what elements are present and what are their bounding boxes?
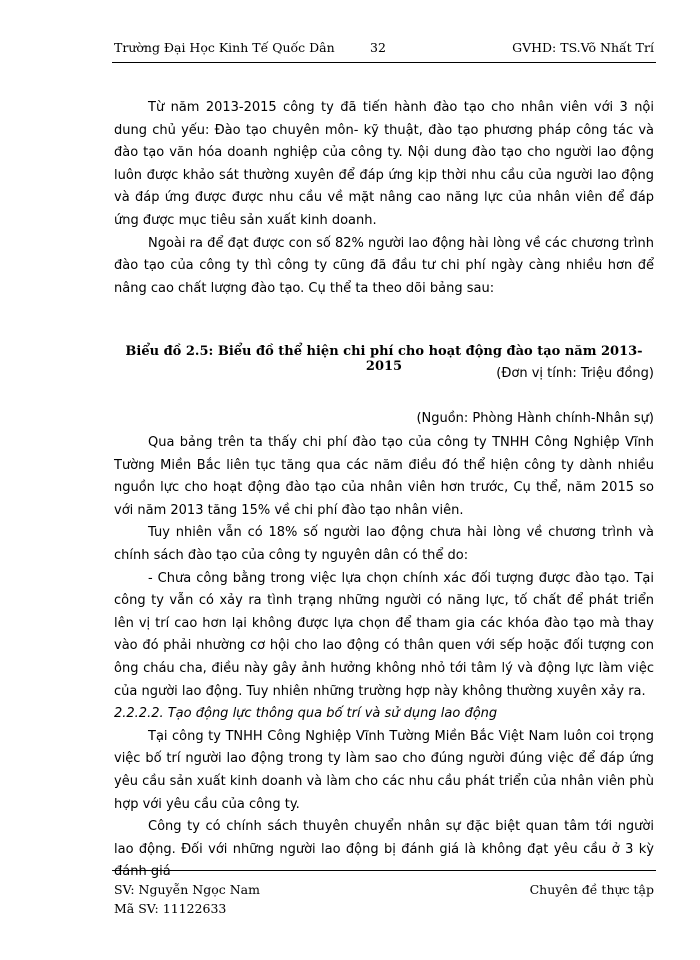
footer-doc-type: Chuyên đề thực tập (529, 882, 654, 897)
footer-student: SV: Nguyễn Ngọc Nam (114, 882, 260, 897)
footer-student-id: Mã SV: 11122633 (114, 901, 227, 916)
paragraph-2: Ngoài ra để đạt được con số 82% người lao động hài lòng về các chương trình đào tạo của công ty thì công ty cũng đã đầu tư chi phí ngày càng nhiều hơn để nâng cao chất lượng đào tạo. Cụ thể ta theo dõi bảng sau: (114, 235, 655, 296)
intro-block (114, 97, 654, 300)
header-supervisor: GVHD: TS.Võ Nhất Trí (512, 40, 654, 55)
paragraph-7: Công ty có chính sách thuyên chuyển nhân sự đặc biệt quan tâm tới người lao động. Đối với những người lao động bị đánh giá là không đạt yêu cầu ở 3 kỳ đánh giá (114, 819, 654, 880)
header-school: Trường Đại Học Kinh Tế Quốc Dân (114, 40, 335, 55)
header-divider (112, 62, 656, 63)
source-note: (Nguồn: Phòng Hành chính-Nhân sự) (416, 411, 654, 426)
paragraph-6: Tại công ty TNHH Công Nghiệp Vĩnh Tường Miền Bắc Việt Nam luôn coi trọng việc bố trí người lao động trong ty làm sao cho đúng người đúng việc để đáp ứng yêu cầu sản xuất kinh doanh và làm cho các nhu cầu phát triển của nhân viên phù hợp với yêu cầu của công ty. (114, 728, 654, 812)
footer-divider (112, 870, 656, 871)
section-subheading: 2.2.2.2. Tạo động lực thông qua bố trí và sử dụng lao động (114, 706, 498, 722)
paragraph-1: Từ năm 2013-2015 công ty đã tiến hành đào tạo cho nhân viên với 3 nội dung chủ yếu: Đào tạo chuyên môn- kỹ thuật, đào tạo phương pháp công tác và đào tạo văn hóa doanh nghiệp của công ty. Nội dung đào tạo cho người lao động luôn được khảo sát thường xuyên để đáp ứng kịp thời nhu cầu của người lao động và đáp ứng được được nhu cầu về mặt nâng cao năng lực của nhân viên để đáp ứng được mục tiêu sản xuất kinh doanh. (114, 100, 654, 228)
page-header (114, 40, 654, 60)
paragraph-4: Tuy nhiên vẫn có 18% số người lao động chưa hài lòng về chương trình và chính sách đào tạo của công ty nguyên dân có thể do: (114, 525, 654, 563)
page-number: 32 (370, 40, 386, 55)
analysis-block (114, 432, 654, 884)
chart-unit: (Đơn vị tính: Triệu đồng) (496, 366, 654, 381)
paragraph-5: - Chưa công bằng trong việc lựa chọn chính xác đối tượng được đào tạo. Tại công ty vẫn có xảy ra tình trạng những người có năng lực, tố chất để phát triển lên vị trí cao hơn lại không được lựa chọn để tham gia các khóa đào tạo mà thay vào đó phải nhường cơ hội cho lao động có thân quen với sếp hoặc đối tượng con ông cháu cha, điều này gây ảnh hưởng không nhỏ tới tâm lý và động lực làm việc của người lao động. Tuy nhiên những trường hợp này không thường xuyên xảy ra. (114, 570, 654, 699)
paragraph-3: Qua bảng trên ta thấy chi phí đào tạo của công ty TNHH Công Nghiệp Vĩnh Tường Miền Bắc liên tục tăng qua các năm điều đó thể hiện công ty dành nhiều nguồn lực cho hoạt động đào tạo của nhân viên hơn trước, Cụ thể, năm 2015 so với năm 2013 tăng 15% về chi phí đào tạo nhân viên. (114, 435, 654, 518)
chart-caption: Biểu đồ 2.5: Biểu đồ thể hiện chi phí cho hoạt động đào tạo năm 2013-2015 (125, 344, 643, 374)
